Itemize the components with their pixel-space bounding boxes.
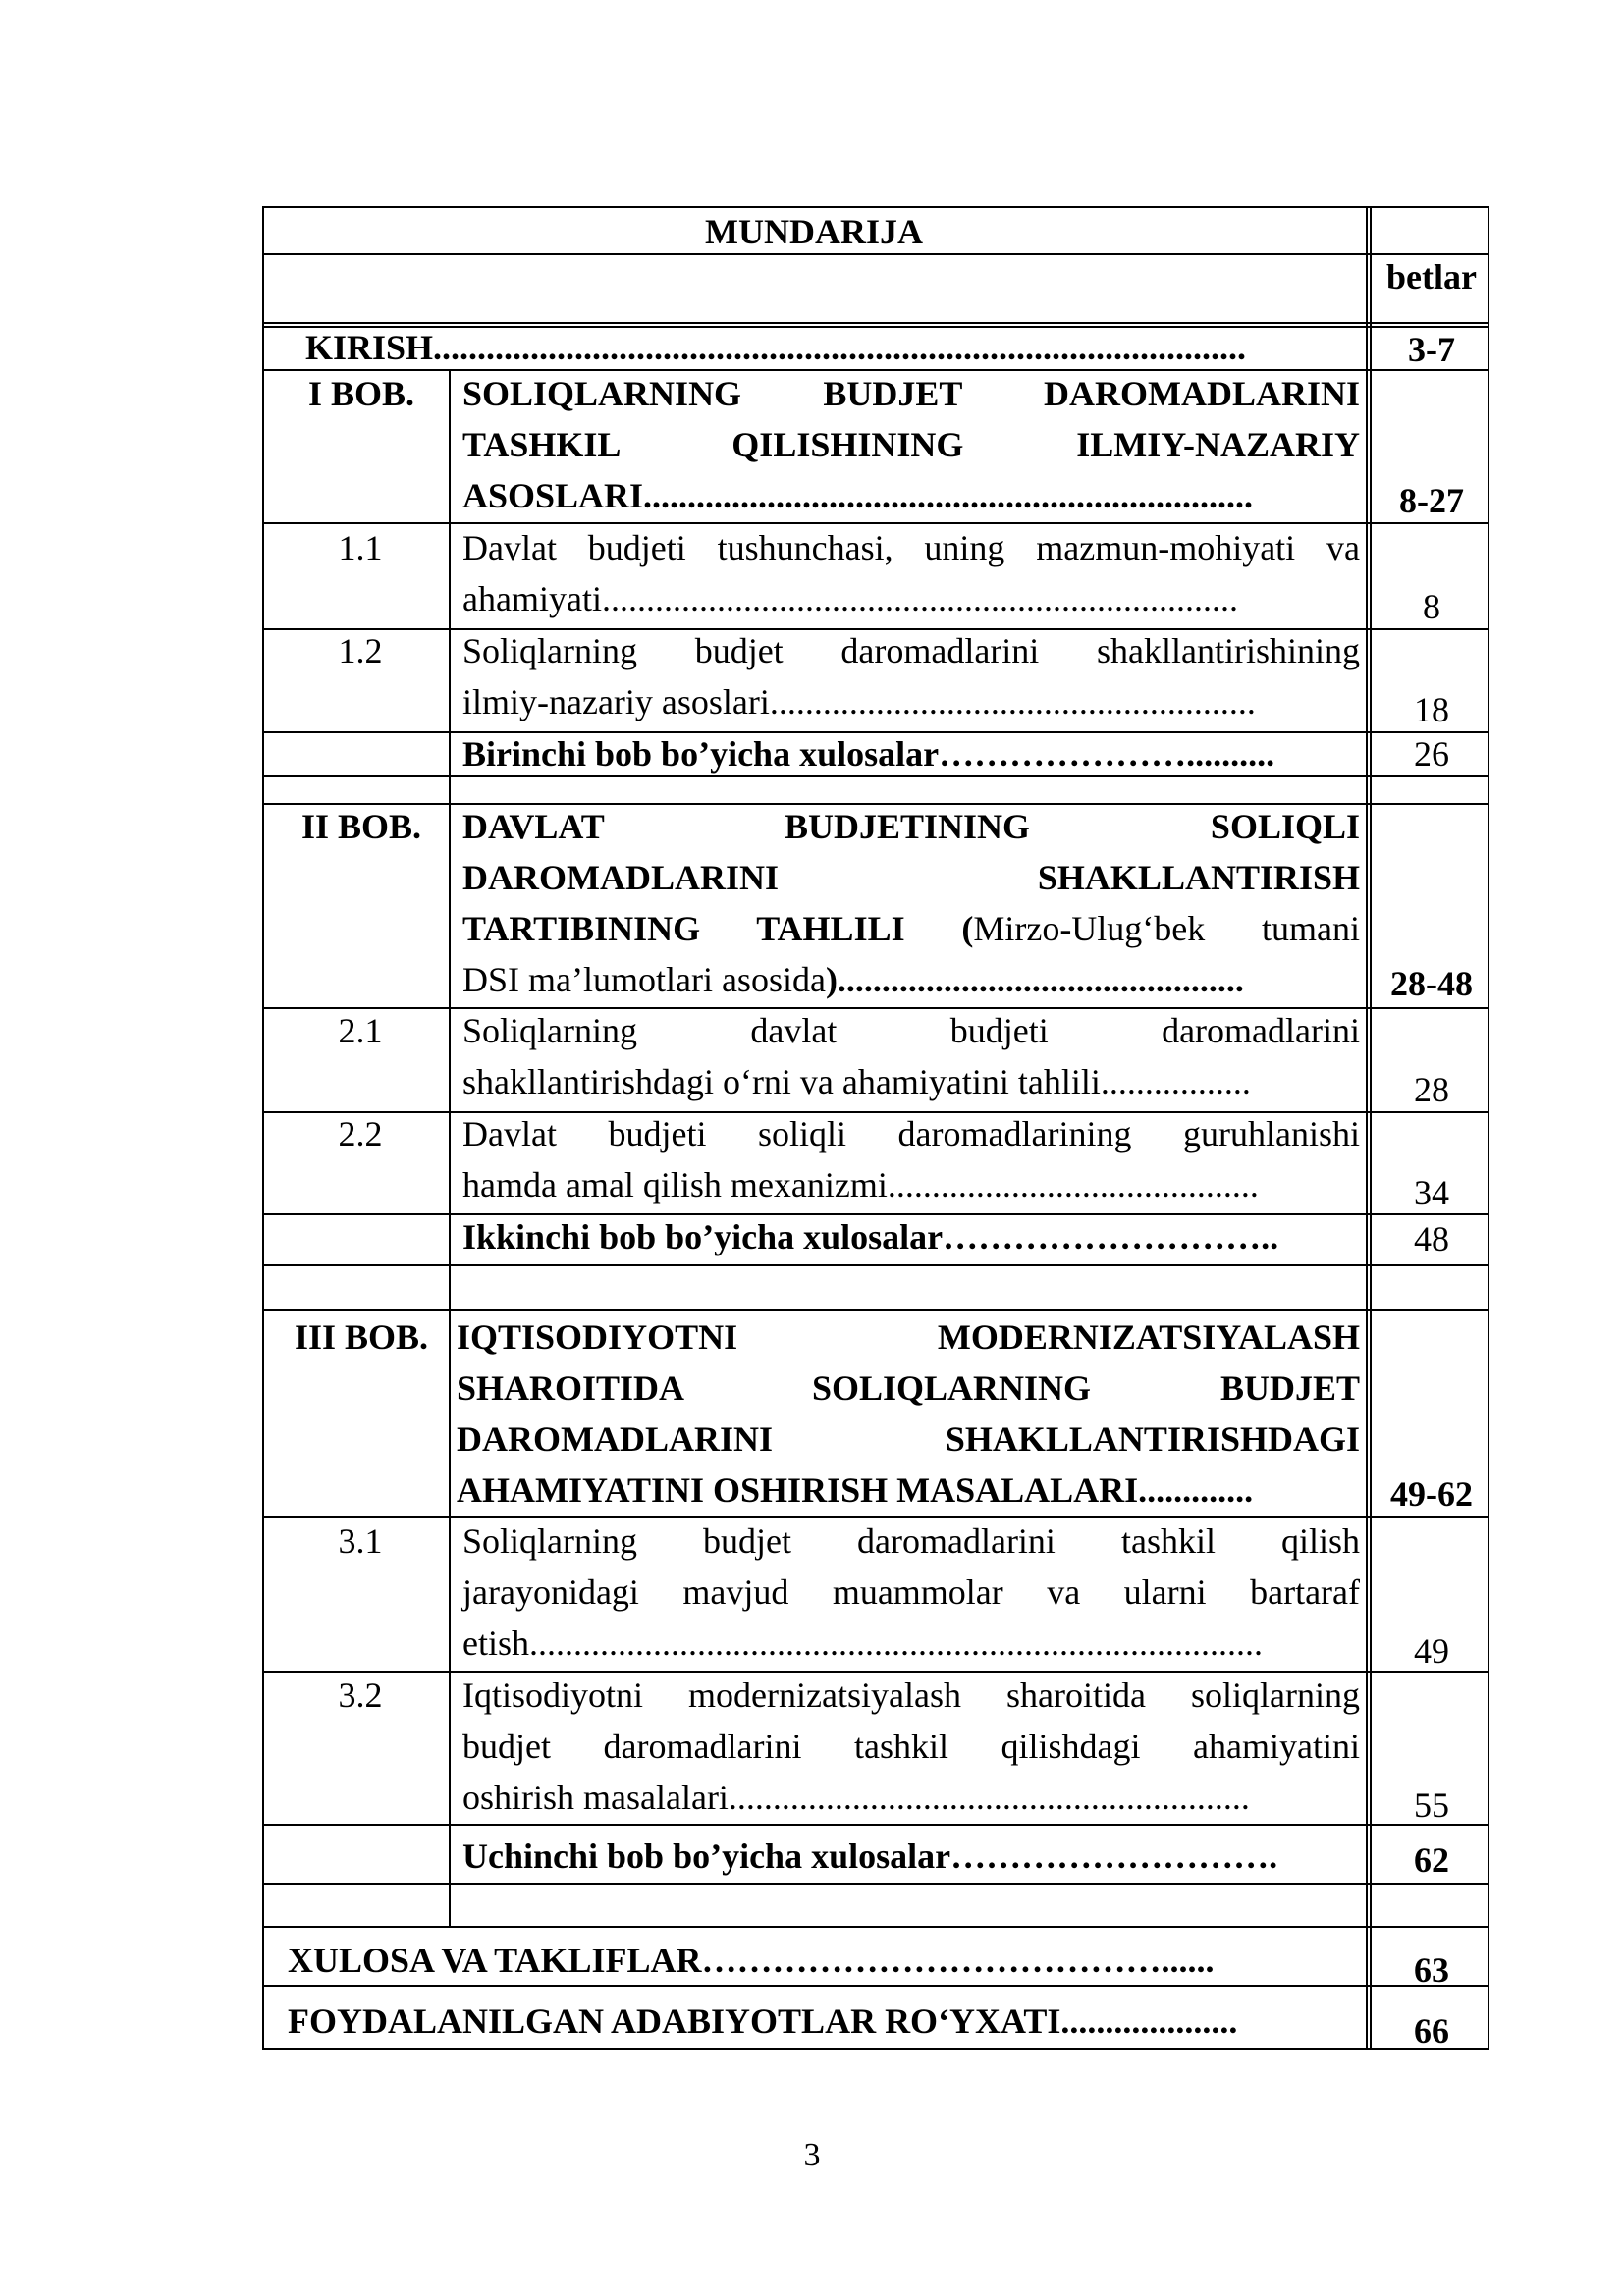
chapter-3-pages: 49-62 [1390,1474,1473,1514]
chapter-3-title-line: IQTISODIYOTNI MODERNIZATSIYALASH [457,1317,1360,1357]
conclusions-pages: 63 [1414,1950,1449,1990]
chapter-3-conclusion-pages: 62 [1414,1841,1449,1880]
rule [449,369,451,1926]
references-pages: 66 [1414,2011,1449,2051]
section-2-2-line: Davlat budjeti soliqli daromadlarining guruhlanishi [462,1114,1360,1153]
section-3-1-line: etish................................................................................... [462,1624,1263,1663]
chapter-2-conclusion-pages: 48 [1414,1219,1449,1258]
section-2-1-number: 2.1 [338,1011,383,1050]
page-number: 3 [803,2137,821,2173]
rule [262,206,264,2050]
section-3-1-line: jarayonidagi mavjud muammolar va ularni bartaraf [462,1573,1360,1612]
pages-header: betlar [1386,257,1477,296]
chapter-2-title-line: TARTIBINING TAHLILI (Mirzo-Ulug‘bek tumani [462,909,1361,948]
chapter-1-title-line: SOLIQLARNING BUDJET DAROMADLARINI [462,374,1360,413]
rule [1366,206,1368,2050]
section-1-2-line: ilmiy-nazariy asoslari....................................................... [462,682,1256,721]
rule [262,1883,1489,1885]
section-3-2-number: 3.2 [338,1676,383,1715]
section-1-2-line: Soliqlarning budjet daromadlarini shakllantirishining [462,631,1360,670]
chapter-2-pages: 28-48 [1390,964,1473,1003]
section-1-1-pages: 8 [1423,587,1440,626]
chapter-3-title-line: DAROMADLARINI SHAKLLANTIRISHDAGI [457,1419,1360,1459]
section-2-2-pages: 34 [1414,1173,1449,1212]
conclusions-entry: XULOSA VA TAKLIFLAR…………………………………...... [288,1941,1215,1980]
rule [262,1824,1489,1826]
section-2-2-number: 2.2 [338,1114,383,1153]
section-2-2-line: hamda amal qilish mexanizmi.......................................... [462,1165,1259,1204]
chapter-1-conclusion-pages: 26 [1414,734,1449,774]
section-3-2-pages: 55 [1414,1786,1449,1825]
chapter-1-title-line: ASOSLARI..................................................................... [462,476,1254,515]
section-1-1-line: ahamiyati........................................................................ [462,579,1238,618]
chapter-3-title-line: SHAROITIDA SOLIQLARNING BUDJET [457,1368,1360,1408]
contents-title: MUNDARIJA [705,212,923,251]
chapter-2-conclusion: Ikkinchi bob bo’yicha xulosalar……………………….. [462,1217,1279,1256]
section-2-1-line: shakllantirishdagi o‘rni va ahamiyatini tahlili................. [462,1062,1251,1101]
section-3-1-number: 3.1 [338,1522,383,1561]
chapter-3-conclusion: Uchinchi bob bo’yicha xulosalar………………………. [462,1837,1278,1876]
rule [262,1926,1489,1928]
section-3-2-line: oshirish masalalari........................................................... [462,1778,1250,1817]
intro-pages: 3-7 [1408,330,1455,369]
chapter-3-title-line: AHAMIYATINI OSHIRISH MASALALARI............. [457,1470,1254,1510]
section-3-2-line: budjet daromadlarini tashkil qilishdagi ahamiyatini [462,1727,1360,1766]
references-entry: FOYDALANILGAN ADABIYOTLAR RO‘YXATI.................... [288,2002,1238,2041]
section-1-2-pages: 18 [1414,690,1449,729]
intro-label: KIRISH............................................................................................ [305,328,1247,367]
chapter-2-title-line: DAVLAT BUDJETINING SOLIQLI [462,807,1360,846]
chapter-3-number: III BOB. [294,1317,429,1357]
chapter-2-title-line: DAROMADLARINI SHAKLLANTIRISH [462,858,1360,897]
section-1-1-number: 1.1 [338,528,383,567]
chapter-1-pages: 8-27 [1399,481,1464,520]
section-2-1-pages: 28 [1414,1070,1449,1109]
rule [262,2048,1489,2050]
chapter-1-number: I BOB. [307,374,415,413]
section-3-1-pages: 49 [1414,1631,1449,1671]
chapter-1-conclusion: Birinchi bob bo’yicha xulosalar………………….......... [462,734,1275,774]
section-3-1-line: Soliqlarning budjet daromadlarini tashkil qilish [462,1522,1360,1561]
section-2-1-line: Soliqlarning davlat budjeti daromadlarini [462,1011,1360,1050]
chapter-2-number: II BOB. [300,807,422,846]
rule [262,1264,1489,1266]
chapter-1-title-line: TASHKIL QILISHINING ILMIY-NAZARIY [462,425,1360,464]
chapter-2-title-line: DSI ma’lumotlari asosida).............................................. [462,960,1244,999]
section-3-2-line: Iqtisodiyotni modernizatsiyalash sharoitida soliqlarning [462,1676,1360,1715]
section-1-1-line: Davlat budjeti tushunchasi, uning mazmun-mohiyati va [462,528,1360,567]
section-1-2-number: 1.2 [338,631,383,670]
